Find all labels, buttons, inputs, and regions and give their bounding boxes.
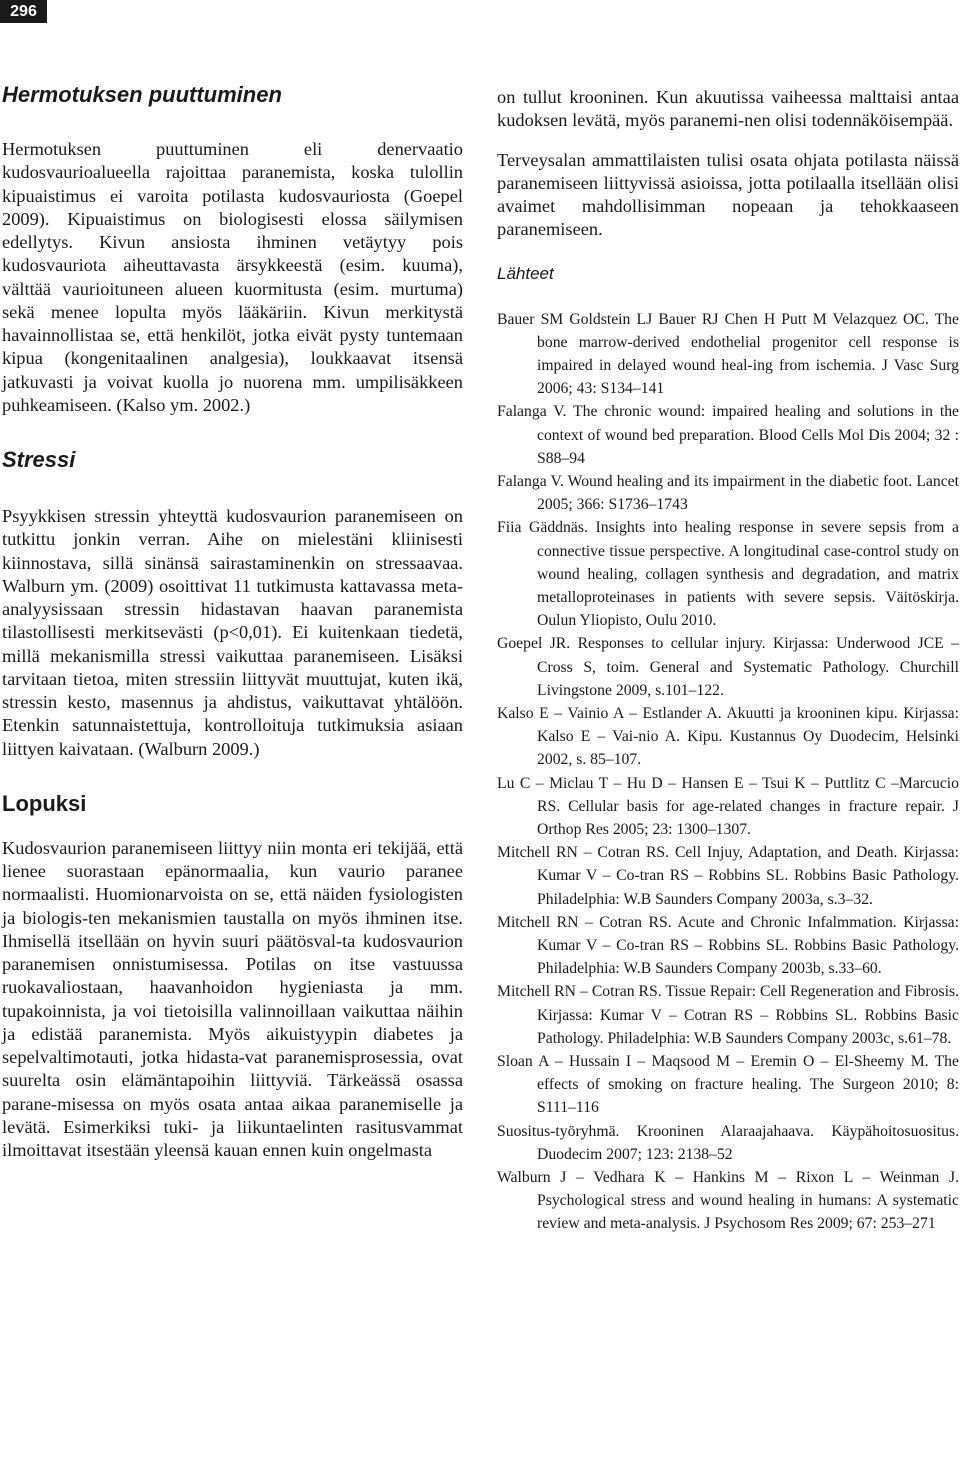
paragraph-professionals: Terveysalan ammattilaisten tulisi osata ohjata potilasta näissä paranemiseen liittyvissä asioissa, jotta potilaalla itsellään olisi avaimet mahdollisimman nopeaan ja tehokkaaseen paranemiseen. (497, 149, 959, 240)
reference-item: Walburn J – Vedhara K – Hankins M – Rixon L – Weinman J. Psychological stress and wound healing in humans: A systematic review and meta-analysis. J Psychosom Res 2009; 67: 253–271 (497, 1169, 959, 1233)
reference-item: Fiia Gäddnäs. Insights into healing response in severe sepsis from a connective tissue perspective. A longitudinal case-control study on wound healing, collagen synthesis and degradation, and matrix metalloproteinases in patients with severe sepsis. Väitöskirja. Oulun Yliopisto, Oulu 2010. (497, 519, 959, 630)
right-column (497, 86, 959, 1236)
reference-item: Goepel JR. Responses to cellular injury. Kirjassa: Underwood JCE – Cross S, toim. General and Systematic Pathology. Churchill Livingstone 2009, s.101–122. (497, 635, 959, 699)
left-column (2, 82, 463, 1162)
section-heading-denervation: Hermotuksen puuttuminen (2, 82, 282, 107)
references-list (497, 308, 959, 1236)
paragraph-stress: Psyykkisen stressin yhteyttä kudosvaurion paranemiseen on tutkittu jonkin verran. Aihe on mielestäni kliinisesti kiinnostava, sillä sinänsä sairastaminenkin on stressaavaa. Walburn ym. (2009) osoittivat 11 tutkimusta kattavassa meta-analyysissaan stressin hidastavan haavan paranemista tilastollisesti merkitsevästi (p<0,01). Ei kuitenkaan tiedetä, millä mekanismilla stressi vaikuttaa paranemiseen. Lisäksi tarvitaan tietoa, miten stressiin liittyvät muuttujat, kuten ikä, stressin kesto, masennus ja ahdistus, vaikuttavat yhtälöön. Etenkin satunnaistettuja, kontrolloituja tutkimuksia asiaan liittyen kaivataan. (Walburn 2009.) (2, 506, 463, 759)
references-heading: Lähteet (497, 263, 554, 283)
reference-item: Bauer SM Goldstein LJ Bauer RJ Chen H Putt M Velazquez OC. The bone marrow-derived endothelial progenitor cell response is impaired in delayed wound heal-ing from ischemia. J Vasc Surg 2006; 43: S134–141 (497, 310, 959, 398)
paragraph-conclusion: Kudosvaurion paranemiseen liittyy niin monta eri tekijää, että lienee suorastaan epänormaalia, kun vaurio paranee normaalisti. Huomionarvoista on se, että näiden fysiologisten ja biologis-ten mekanismien taustalla on myös ihminen itse. Ihmisellä itsellään on hyvin suuri päätösval-ta kudosvaurion paranemisen onnistumisessa. Potilas on itse vastuussa ruokavaliostaan, haavanhoidon hygieniasta ja mm. tupakoinnista, ja voi tietoisilla valinnoillaan vaikuttaa näihin ja edistää paranemista. Myös aikuistyypin diabetes ja sepelvaltimotauti, jotka hidasta-vat paranemisprosessia, ovat suurelta osin elämäntapoihin liittyviä. Tärkeässä osassa parane-misessa on myös osata antaa aikaa paranemiselle ja levätä. Esimerkiksi tuki- ja liikuntaelinten rasitusvammat ilmoittavat itsestään yleensä kauan ennen kuin ongelmasta (2, 837, 463, 1160)
reference-item: Lu C – Miclau T – Hu D – Hansen E – Tsui K – Puttlitz C –Marcucio RS. Cellular basis for age-related changes in fracture repair. J Orthop Res 2005; 23: 1300–1307. (497, 774, 959, 838)
reference-item: Mitchell RN – Cotran RS. Cell Injuy, Adaptation, and Death. Kirjassa: Kumar V – Co-tran RS – Robbins SL. Robbins Basic Pathology. Philadelphia: W.B Saunders Company 2003a, s.3–32. (497, 844, 959, 908)
reference-item: Kalso E – Vainio A – Estlander A. Akuutti ja krooninen kipu. Kirjassa: Kalso E – Vai-nio A. Kipu. Kustannus Oy Duodecim, Helsinki 2002, s. 85–107. (497, 704, 959, 769)
section-heading-stress: Stressi (2, 447, 76, 472)
paragraph-continuation: on tullut krooninen. Kun akuutissa vaiheessa malttaisi antaa kudoksen levätä, myös paranemi-nen olisi todennäköisempää. (497, 87, 959, 131)
reference-item: Sloan A – Hussain I – Maqsood M – Eremin O – El-Sheemy M. The effects of smoking on fracture healing. The Surgeon 2010; 8: S111–116 (497, 1053, 959, 1117)
reference-item: Mitchell RN – Cotran RS. Acute and Chronic Infalmmation. Kirjassa: Kumar V – Co-tran RS – Robbins SL. Robbins Basic Pathology. Philadelphia: W.B Saunders Company 2003b, s.33–60. (497, 913, 959, 978)
page-number: 296 (0, 0, 47, 23)
reference-item: Mitchell RN – Cotran RS. Tissue Repair: Cell Regeneration and Fibrosis. Kirjassa: Kumar V – Cotran RS – Robbins SL. Robbins Basic Pathology. Philadelphia: W.B Saunders Company 2003c, s.61–78. (497, 983, 959, 1047)
reference-item: Falanga V. The chronic wound: impaired healing and solutions in the context of wound bed preparation. Blood Cells Mol Dis 2004; 32 : S88–94 (497, 403, 959, 467)
reference-item: Suositus-työryhmä. Krooninen Alaraajahaava. Käypähoitosuositus. Duodecim 2007; 123: 2138–52 (497, 1122, 959, 1163)
section-heading-conclusion: Lopuksi (2, 790, 87, 816)
paragraph-denervation: Hermotuksen puuttuminen eli denervaatio kudosvaurioalueella rajoittaa paranemista, koska tulollin kipuaistimus ei varoita potilasta kudosvauriosta (Goepel 2009). Kipuaistimus on biologisesti elossa säilymisen edellytys. Kivun ansiosta ihminen vetäytyy pois kudosvauriota aiheuttavasta ärsykkeestä (esim. kuuma), välttää vaurioituneen alueen kuormitusta (esim. murtuma) sekä menee lopulta myös lääkäriin. Kivun merkitystä havainnollistaa se, että henkilöt, jotka eivät pysty tuntemaan kipua (kongenitaalinen analgesia), loukkaavat itsensä jatkuvasti ja voivat kuolla jo nuorena mm. umpilisäkkeen puhkeamiseen. (Kalso ym. 2002.) (2, 139, 463, 415)
reference-item: Falanga V. Wound healing and its impairment in the diabetic foot. Lancet 2005; 366: S1736–1743 (497, 472, 959, 514)
